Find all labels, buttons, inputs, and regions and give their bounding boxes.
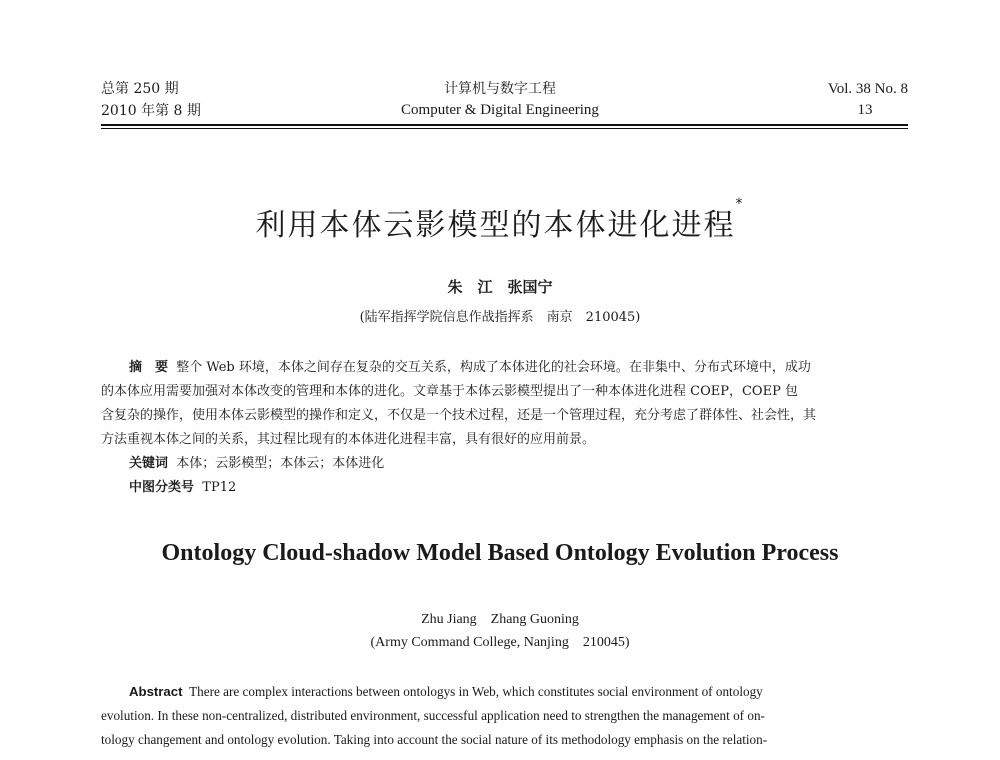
abstract-cn-line (101, 356, 908, 380)
title-text: 利用本体云影模型的本体进化进程 (255, 208, 736, 243)
header-rule (101, 124, 908, 126)
paper-title-cn (0, 196, 1000, 244)
journal-name-cn: 计算机与数字工程 (444, 81, 556, 97)
issue-total: 总第 250 期 (101, 81, 179, 97)
abstract-cn (101, 356, 908, 500)
abstract-cn-line: 的本体应用需要加强对本体改变的管理和本体的进化。文章基于本体云影模型提出了一种本体进化进程 COEP，COEP 包 (101, 384, 798, 399)
abstract-en (101, 680, 908, 752)
abstract-cn-line: 含复杂的操作，使用本体云影模型的操作和定义，不仅是一个技术过程，还是一个管理过程，充分考虑了群体性、社会性，其 (101, 408, 817, 423)
affiliation-en: (Army Command College, Nanjing 210045) (370, 635, 630, 650)
abstract-en-text: There are complex interactions between ontologys in Web, which constitutes social environment of ontology (189, 684, 763, 699)
header-rule-thin (101, 128, 908, 129)
paper-title-en: Ontology Cloud-shadow Model Based Ontology Evolution Process (161, 540, 839, 566)
classification-code (101, 476, 908, 500)
affiliation-cn: (陆军指挥学院信息作战指挥系 南京 210045) (359, 310, 641, 325)
page-number: 13 (857, 102, 873, 118)
volume-number: Vol. 38 No. 8 (827, 81, 908, 97)
keywords-cn-label: 关键词 (129, 456, 169, 471)
keywords-cn (101, 452, 908, 476)
authors-cn: 朱 江 张国宁 (447, 278, 553, 296)
authors-en: Zhu Jiang Zhang Guoning (421, 612, 579, 627)
abstract-cn-label: 摘 要 (129, 360, 169, 375)
abstract-en-line: evolution. In these non-centralized, distributed environment, successful application need to strengthen the management of on- (101, 708, 765, 723)
abstract-en-line (101, 680, 908, 704)
keywords-cn-text: 本体；云影模型；本体云；本体进化 (176, 456, 385, 471)
abstract-cn-line: 方法重视本体之间的关系，其过程比现有的本体进化进程丰富，具有很好的应用前景。 (101, 432, 596, 447)
title-footnote-mark: * (735, 196, 745, 212)
classification-text: TP12 (202, 480, 237, 495)
classification-label: 中图分类号 (129, 480, 195, 495)
abstract-cn-text: 整个 Web 环境，本体之间存在复杂的交互关系，构成了本体进化的社会环境。在非集中、分布式环境中，成功 (176, 360, 811, 375)
issue-year: 2010 年第 8 期 (101, 103, 201, 119)
abstract-en-line: tology changement and ontology evolution. Taking into account the social nature of its methodology emphasis on the relation- (101, 732, 768, 747)
journal-name-en: Computer & Digital Engineering (401, 102, 599, 118)
abstract-en-label: Abstract (129, 684, 183, 699)
